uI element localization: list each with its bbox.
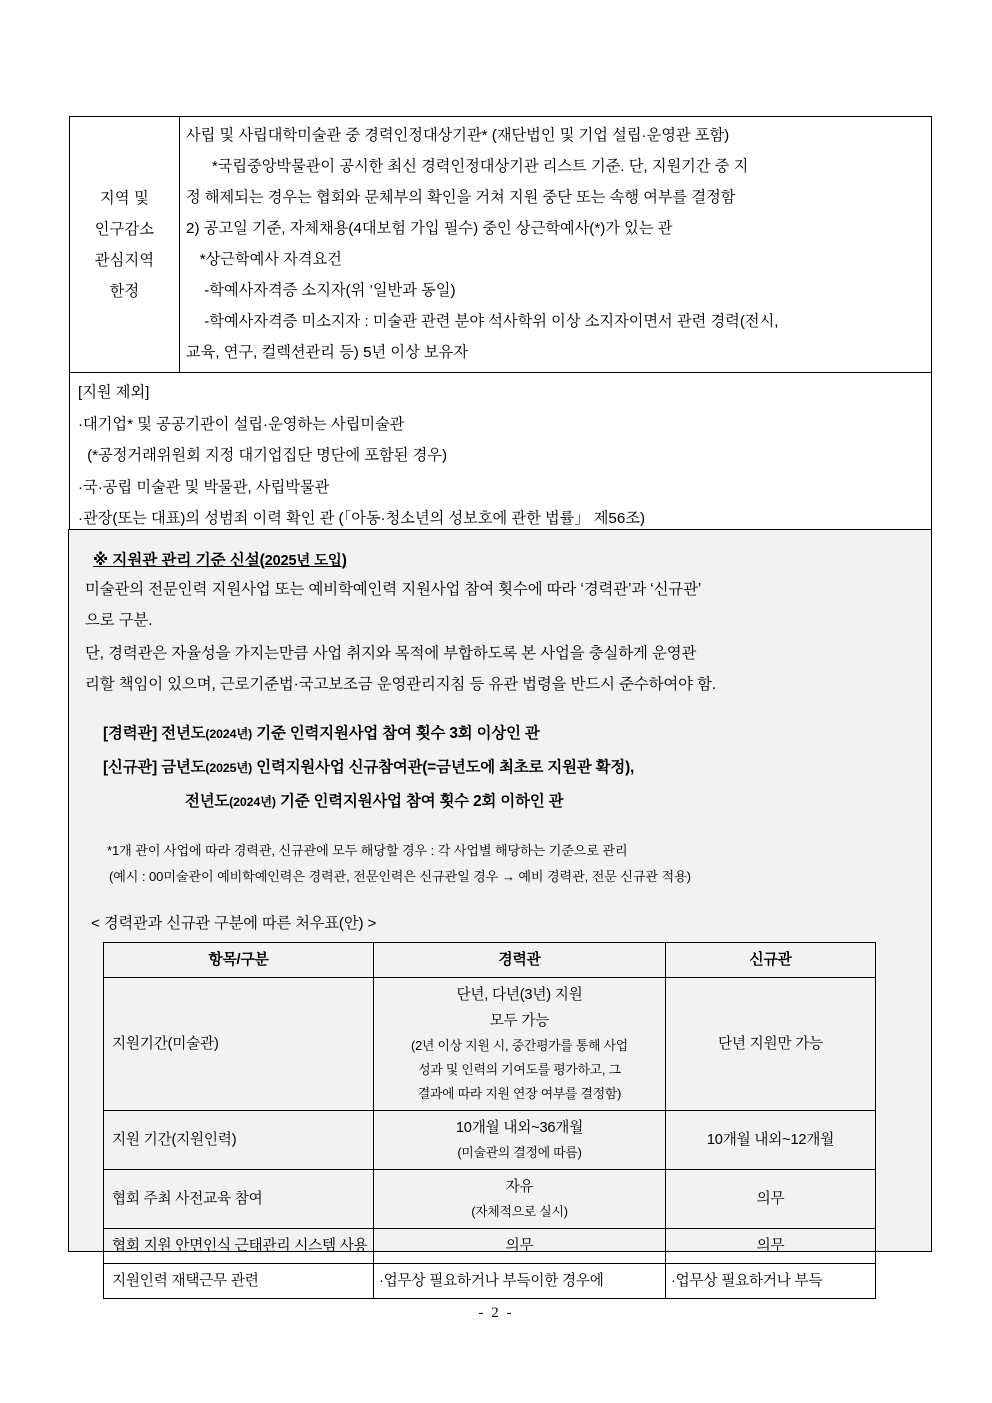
career-line-1: 자유 bbox=[505, 1179, 534, 1195]
page-number: - 2 - bbox=[478, 1305, 514, 1321]
criteria-new-rest: 인력지원사업 신규참여관(=금년도에 최초로 지원관 확정), bbox=[252, 759, 635, 776]
eligibility-line-4: 2) 공고일 기준, 자체채용(4대보험 가입 필수) 중인 상근학예사(*)가 있는 관 bbox=[186, 220, 673, 237]
paragraph-2-line-1: 단, 경력관은 자율성을 가지는만큼 사업 취지와 목적에 부합하도록 본 사업을 충실하게 운영관 bbox=[85, 645, 697, 662]
criteria-paragraph-1 bbox=[85, 574, 915, 636]
criteria-new-year: (2025년) bbox=[205, 761, 253, 775]
exclusion-item-3: ·국·공립 미술관 및 박물관, 사립박물관 bbox=[78, 478, 330, 496]
table-row bbox=[104, 978, 876, 1111]
row-label-line-4: 한정 bbox=[109, 282, 140, 300]
criteria-line-career bbox=[85, 718, 915, 750]
new-line-1: 의무 bbox=[756, 1191, 785, 1207]
row-item-support-period-museum: 지원기간(미술관) bbox=[104, 978, 374, 1111]
exclusion-item-2: (*공정거래위원회 지정 대기업집단 명단에 포함된 경우) bbox=[87, 447, 447, 464]
criteria-new2-rest: 기준 인력지원사업 참여 횟수 2회 이하인 관 bbox=[275, 793, 564, 810]
eligibility-table bbox=[69, 116, 932, 542]
table-row bbox=[104, 1111, 876, 1170]
row-label-line-1: 지역 및 bbox=[99, 189, 150, 207]
career-line-1: 의무 bbox=[505, 1238, 534, 1254]
cell-new-pretraining bbox=[666, 1170, 876, 1229]
criteria-line-new-1 bbox=[85, 752, 915, 784]
row-item-attendance-system bbox=[104, 1229, 374, 1264]
criteria-new2-label: 전년도 bbox=[185, 793, 230, 810]
eligibility-body-cell bbox=[180, 117, 932, 373]
exclusion-heading: [지원 제외] bbox=[78, 384, 150, 401]
paragraph-2-line-2: 리할 책임이 있으며, 근로기준법·국고보조금 운영관리지침 등 유관 법령을 반드시 준수하여야 함. bbox=[85, 676, 717, 693]
career-note-2: 성과 및 인력의 기여도를 평가하고, 그 bbox=[418, 1062, 621, 1077]
cell-new-support-period-museum bbox=[666, 978, 876, 1111]
comparison-table-container bbox=[103, 942, 875, 1299]
criteria-section-title bbox=[93, 548, 347, 570]
column-header-career: 경력관 bbox=[374, 943, 666, 978]
eligibility-line-5: *상근학예사 자격요건 bbox=[199, 251, 342, 268]
career-line-1: 단년, 다년(3년) 지원 bbox=[456, 987, 583, 1003]
cell-new-remote-work: ·업무상 필요하거나 부득 bbox=[666, 1264, 876, 1299]
paragraph-1-line-2: 으로 구분. bbox=[85, 612, 153, 629]
cell-career-pretraining bbox=[374, 1170, 666, 1229]
career-note-1: (자체적으로 실시) bbox=[471, 1204, 568, 1219]
eligibility-row-label bbox=[70, 117, 180, 373]
new-line-1: 단년 지원만 가능 bbox=[718, 1036, 823, 1052]
criteria-title-suffix: ) bbox=[341, 552, 347, 569]
career-note-1: (미술관의 결정에 따름) bbox=[457, 1145, 582, 1160]
criteria-note-1: *1개 관이 사업에 따라 경력관, 신규관에 모두 해당할 경우 : 각 사업별 해당하는 기준으로 관리 bbox=[107, 843, 628, 858]
criteria-career-rest: 기준 인력지원사업 참여 횟수 3회 이상인 관 bbox=[252, 725, 540, 742]
table-row bbox=[104, 1264, 876, 1299]
criteria-note-2: (예시 : 00미술관이 예비학예인력은 경력관, 전문인력은 신규관일 경우 → 예비 경력관, 전문 신규관 적용) bbox=[109, 869, 691, 884]
table-row bbox=[70, 373, 932, 542]
career-note-1: (2년 이상 지원 시, 중간평가를 통해 사업 bbox=[411, 1038, 628, 1053]
table-header-row bbox=[104, 943, 876, 978]
comparison-table-caption: < 경력관과 신규관 구분에 따른 처우표(안) > bbox=[91, 915, 377, 932]
exclusion-cell bbox=[70, 373, 932, 542]
row-item-remote-work: 지원인력 재택근무 관련 bbox=[104, 1264, 374, 1299]
row-item-pretraining: 협회 주최 사전교육 참여 bbox=[104, 1170, 374, 1229]
career-line-2: 모두 가능 bbox=[489, 1013, 550, 1029]
career-line-1: 10개월 내외~36개월 bbox=[455, 1120, 584, 1136]
criteria-career-year: (2024년) bbox=[205, 727, 253, 741]
table-row bbox=[104, 1170, 876, 1229]
column-header-new: 신규관 bbox=[666, 943, 876, 978]
eligibility-line-1: 사립 및 사립대학미술관 중 경력인정대상기관* (재단법인 및 기업 설립·운영관 포함) bbox=[186, 127, 730, 144]
column-header-item: 항목/구분 bbox=[104, 943, 374, 978]
exclusion-item-4: ·관장(또는 대표)의 성범죄 이력 확인 관 (「아동·청소년의 성보호에 관한 법률」 제56조) bbox=[78, 510, 646, 527]
table-row bbox=[104, 1229, 876, 1264]
criteria-career-label: [경력관] 전년도 bbox=[103, 725, 206, 742]
table-row bbox=[70, 117, 932, 373]
eligibility-line-8: 교육, 연구, 컬렉션관리 등) 5년 이상 보유자 bbox=[186, 344, 468, 361]
row-item-attendance-system-label: 협회 지원 안면인식 근태관리 시스템 사용 bbox=[112, 1238, 368, 1254]
criteria-box-inner bbox=[69, 530, 931, 1299]
criteria-new-label: [신규관] 금년도 bbox=[103, 759, 206, 776]
criteria-title-year: 2025년 도입 bbox=[264, 553, 342, 569]
row-label-line-2: 인구감소 bbox=[94, 220, 155, 238]
eligibility-line-6: -학예사자격증 소지자(위 ’일반과 동일) bbox=[204, 282, 456, 299]
criteria-paragraph-2 bbox=[85, 638, 915, 700]
eligibility-line-7: -학예사자격증 미소지자 : 미술관 관련 분야 석사학위 이상 소지자이면서 관련 경력(전시, bbox=[204, 313, 779, 330]
criteria-box bbox=[68, 529, 932, 1289]
paragraph-1-line-1: 미술관의 전문인력 지원사업 또는 예비학예인력 지원사업 참여 횟수에 따라 ‘경력관’과 ‘신규관’ bbox=[85, 581, 702, 598]
criteria-title-prefix: ※ 지원관 관리 기준 신설( bbox=[93, 552, 265, 569]
cell-career-support-period-staff bbox=[374, 1111, 666, 1170]
row-label-line-3: 관심지역 bbox=[94, 251, 155, 269]
cell-new-support-period-staff bbox=[666, 1111, 876, 1170]
cell-career-attendance-system bbox=[374, 1229, 666, 1264]
comparison-table bbox=[103, 942, 876, 1299]
criteria-line-new-2 bbox=[85, 786, 915, 818]
criteria-new2-year: (2024년) bbox=[229, 795, 276, 809]
exclusion-item-1: ·대기업* 및 공공기관이 설립·운영하는 사립미술관 bbox=[78, 415, 405, 433]
cell-new-attendance-system bbox=[666, 1229, 876, 1264]
cell-career-remote-work: ·업무상 필요하거나 부득이한 경우에 bbox=[374, 1264, 666, 1299]
career-note-3: 결과에 따라 지원 연장 여부를 결정함) bbox=[417, 1086, 622, 1101]
new-line-1: 의무 bbox=[756, 1238, 785, 1254]
eligibility-line-2: *국립중앙박물관이 공시한 최신 경력인정대상기관 리스트 기준. 단, 지원기간 중 지 bbox=[211, 158, 749, 175]
new-line-1: 10개월 내외~12개월 bbox=[706, 1132, 835, 1148]
cell-career-support-period-museum bbox=[374, 978, 666, 1111]
row-item-support-period-staff: 지원 기간(지원인력) bbox=[104, 1111, 374, 1170]
eligibility-table-container bbox=[69, 116, 932, 542]
eligibility-line-3: 정 해제되는 경우는 협회와 문체부의 확인을 거쳐 지원 중단 또는 속행 여부를 결정함 bbox=[186, 189, 736, 206]
